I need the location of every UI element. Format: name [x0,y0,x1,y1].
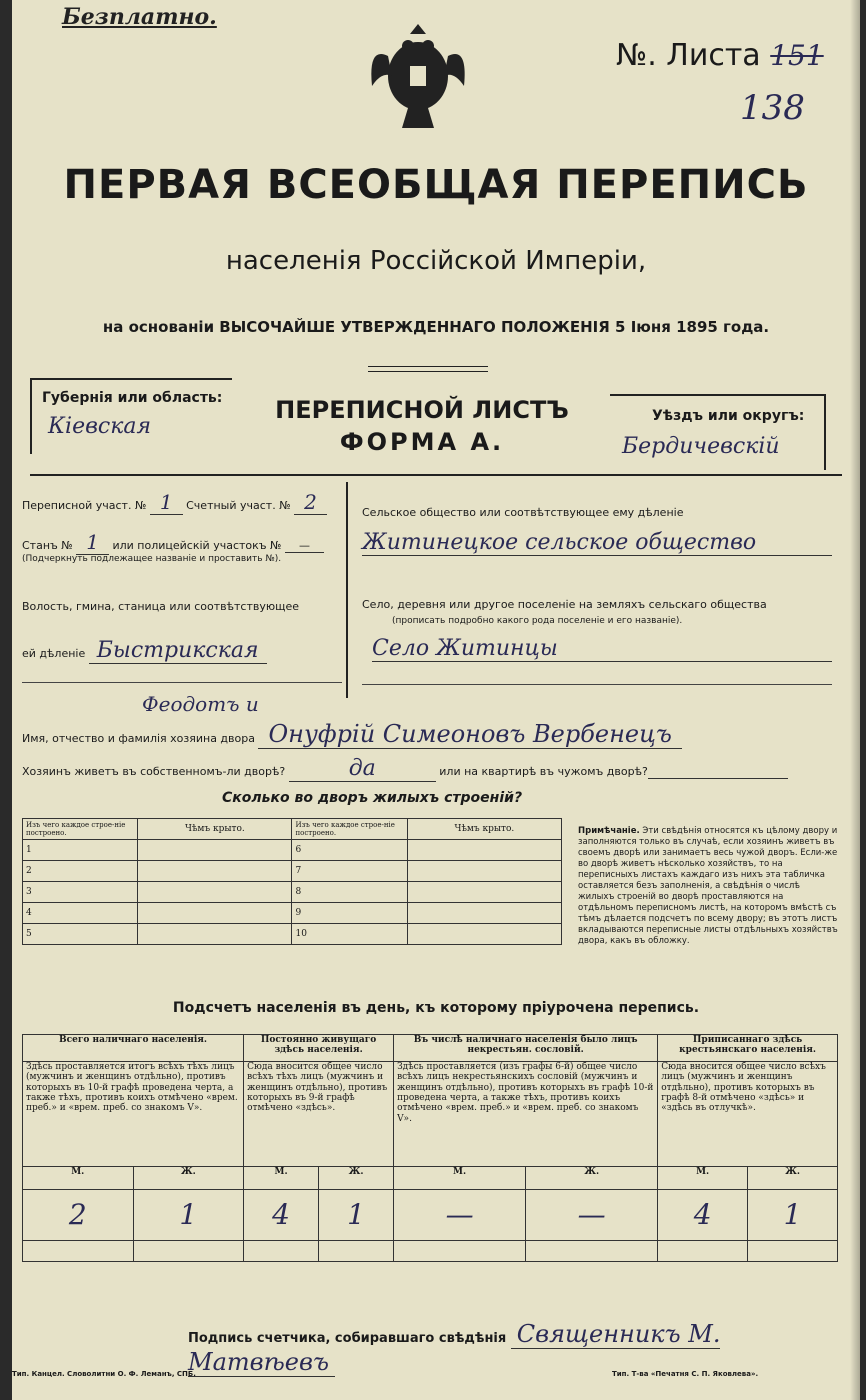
population-heading: Подсчетъ населенія въ день, къ которому пріурочена перепись. [172,1000,700,1016]
pop-peasant-m: 4 [658,1190,748,1241]
building-row: 5 [23,924,138,945]
owner-name-label: Имя, отчество и фамилія хозяина двора [22,732,255,745]
schet-value: 2 [294,490,327,515]
footer-printer-right: Тип. Т-ва «Печатня С. П. Яковлева». [612,1370,759,1378]
building-row: 7 [292,861,407,882]
column-divider [346,482,348,698]
census-subtitle: населенія Россійской Имперіи, [225,246,647,276]
buildings-col-material: Изъ чего каждое строе-ніе построено. [23,819,138,840]
signature-value: Священникъ М. Матвѣевъ [188,1320,721,1376]
pop-nonpeasant-m: — [394,1190,526,1241]
pop-f-label: Ж. [133,1167,244,1190]
volost-label: Волость, гмина, станица или соотвѣтствующее [22,600,300,613]
pop-m-label: М. [394,1167,526,1190]
section-rule [30,474,842,476]
sheet-number-label: №. Листа [616,38,761,73]
village-label: Село, деревня или другое поселеніе на земляхъ сельскаго общества [362,598,767,611]
note-head: Примѣчаніе. [578,826,640,836]
building-row: 4 [23,903,138,924]
buildings-col-material-2: Изъ чего каждое строе-ніе построено. [292,819,407,840]
volost-extra-line [22,682,342,683]
village-extra-line [362,684,832,685]
note-text: Эти свѣдѣнія относятся къ цѣлому двору и заполняются только въ случаѣ, если хозяинъ живетъ въ своемъ дворѣ или занимаетъ весь чужой дворъ. Если-же во дворѣ живетъ нѣсколько хозяйствъ, то на переписныхъ листахъ каждаго изъ нихъ эта табличка оставляется безъ заполненія, а свѣдѣнія о числѣ жилыхъ строеній во дворѣ проставляются на отдѣльномъ переписномъ листѣ, на которомъ вмѣстѣ съ тѣмъ дѣлается подсчетъ по всему двору; въ этотъ листъ вкладываются переписные листы отдѣльныхъ хозяйствъ двора, какъ въ обложку. [578,826,838,947]
gubernia-label: Губернія или область: [42,390,223,406]
buildings-table [22,818,562,945]
owner-lives-value: да [289,756,436,782]
volost-label-2: ей дѣленіе [22,647,86,660]
building-row: 1 [23,840,138,861]
society-label: Сельское общество или соотвѣтствующее ему дѣленіе [362,506,684,519]
pop-nonpeasant-f: — [526,1190,658,1241]
pop-col-permanent-title: Постоянно живущаго здѣсь населенія. [244,1035,394,1062]
stan-note: (Подчеркнуть подлежащее названіе и проставить №). [22,554,282,564]
signature-label: Подпись счетчика, собиравшаго свѣдѣнія [188,1331,507,1346]
pop-col-nonpeasant-desc: Здѣсь проставляется (изъ графы 6-й) общее число всѣхъ лицъ некрестьянскихъ сословій (мужчинъ и женщинъ отдѣльно), противъ которыхъ въ графѣ 10-й проведена черта, а также тѣхъ, противъ коихъ отмѣчено «врем. преб.» и «врем. преб. со знакомъ V». [394,1062,658,1167]
uezd-label: Уѣздъ или округъ: [652,408,805,424]
police-label: или полицейскій участокъ № [112,539,282,552]
society-value: Житинецкое сельское общество [362,530,832,556]
pop-f-label: Ж. [526,1167,658,1190]
stan-label: Станъ № [22,539,73,552]
ornament-divider [368,366,488,372]
population-table [22,1034,838,1262]
pop-permanent-m: 4 [244,1190,319,1241]
police-value: — [285,539,324,553]
page-edge-shadow [850,0,860,1400]
gubernia-value: Кіевская [48,414,152,439]
owner-name-value: Онуфрій Симеоновъ Вербенецъ [258,720,681,749]
buildings-question: Сколько во дворъ жилыхъ строеній? [222,790,523,806]
pop-m-label: М. [23,1167,134,1190]
census-title: ПЕРВАЯ ВСЕОБЩАЯ ПЕРЕПИСЬ [63,162,809,208]
owner-name-top: Феодотъ и [142,692,259,716]
owner-lives-label: Хозяинъ живетъ въ собственномъ-ли дворѣ? [22,765,286,778]
census-basis: на основаніи ВЫСОЧАЙШЕ УТВЕРЖДЕННАГО ПОЛОЖЕНІЯ 5 Іюня 1895 года. [102,318,770,336]
buildings-col-roof: Чѣмъ крыто. [138,819,292,840]
pop-col-peasant-title: Приписаннаго здѣсь крестьянскаго населенія. [658,1035,838,1062]
stan-value: 1 [76,530,109,555]
owner-lives-label-2: или на квартирѣ въ чужомъ дворѣ? [439,765,648,778]
footer-printer-left: Тип. Канцел. Словолитни О. Ф. Леманъ, СПБ. [12,1370,196,1378]
pop-col-peasant-desc: Сюда вносится общее число всѣхъ лицъ (мужчинъ и женщинъ отдѣльно), противъ которыхъ въ графѣ 8-й отмѣчено «здѣсь» и «здѣсь въ отлучкѣ». [658,1062,838,1167]
building-row: 8 [292,882,407,903]
free-label: Безплатно. [62,4,217,30]
village-note: (прописать подробно какого рода поселеніе и его названіе). [392,616,683,626]
pop-col-permanent-desc: Сюда вносится общее число всѣхъ тѣхъ лицъ (мужчинъ и женщинъ отдѣльно), противъ которыхъ въ 9-й графѣ отмѣчено «здѣсь». [244,1062,394,1167]
pop-permanent-f: 1 [319,1190,394,1241]
double-headed-eagle-emblem [368,16,468,136]
pop-col-total-desc: Здѣсь проставляется итогъ всѣхъ тѣхъ лицъ (мужчинъ и женщинъ отдѣльно), противъ которыхъ въ 10-й графѣ проведена черта, а также тѣхъ, противъ коихъ отмѣчено «врем. преб.» и «врем. преб. со знакомъ V». [23,1062,244,1167]
schet-label: Счетный участ. № [186,499,291,512]
volost-value: Быстрикская [89,638,267,664]
building-row: 10 [292,924,407,945]
building-row: 3 [23,882,138,903]
pop-m-label: М. [658,1167,748,1190]
uchast-value: 1 [150,490,183,515]
pop-m-label: М. [244,1167,319,1190]
sheet-number-crossed: 151 [770,39,824,72]
pop-f-label: Ж. [319,1167,394,1190]
village-value: Село Житинцы [372,636,832,662]
note-block [578,826,838,948]
pop-total-m: 2 [23,1190,134,1241]
buildings-col-roof-2: Чѣмъ крыто. [407,819,561,840]
building-row: 9 [292,903,407,924]
building-row: 6 [292,840,407,861]
pop-f-label: Ж. [748,1167,838,1190]
uchast-label: Переписной участ. № [22,499,147,512]
sheet-number-handwritten: 138 [740,88,805,128]
census-sheet [12,0,860,1400]
list-title: ПЕРЕПИСНОЙ ЛИСТЪ [275,396,569,424]
form-title: ФОРМА А. [339,428,505,456]
pop-total-f: 1 [133,1190,244,1241]
building-row: 2 [23,861,138,882]
pop-col-total-title: Всего наличнаго населенія. [23,1035,244,1062]
uezd-value: Бердичевскій [622,434,780,459]
pop-col-nonpeasant-title: Въ числѣ наличнаго населенія было лицъ некрестьян. сословій. [394,1035,658,1062]
pop-peasant-f: 1 [748,1190,838,1241]
